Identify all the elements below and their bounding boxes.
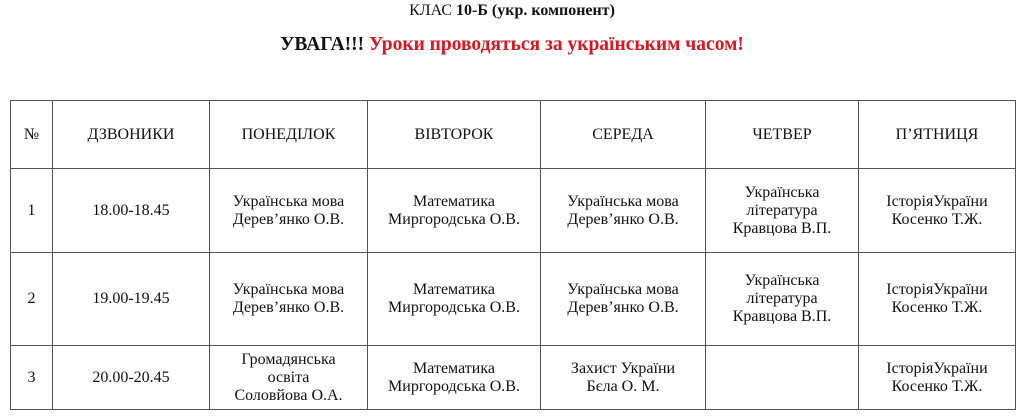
warning-label: УВАГА!!! — [280, 34, 370, 55]
column-header-number: № — [11, 101, 53, 169]
cell-tuesday — [368, 169, 541, 253]
subject-cont: література — [746, 201, 818, 219]
cell-wednesday — [541, 169, 706, 253]
subject-cont: література — [746, 290, 818, 307]
subject: ІсторіяУкраїни — [886, 359, 988, 377]
warning-message: Уроки проводяться за українським часом! — [369, 34, 744, 55]
lesson-number: 2 — [11, 253, 53, 346]
column-header-thursday: ЧЕТВЕР — [706, 101, 859, 169]
cell-friday — [859, 253, 1016, 346]
column-header-friday: П’ЯТНИЦЯ — [859, 101, 1016, 169]
cell-tuesday — [368, 253, 541, 346]
teacher: Дерев’янко О.В. — [232, 210, 345, 228]
subject: Математика — [413, 192, 495, 210]
teacher: Косенко Т.Ж. — [891, 299, 983, 316]
table-row — [11, 253, 1016, 346]
subject: Українська — [744, 272, 820, 289]
subject: Українська мова — [567, 281, 679, 298]
cell-monday — [210, 253, 368, 346]
column-header-wednesday: СЕРЕДА — [541, 101, 706, 169]
cell-thursday-empty — [706, 346, 859, 410]
cell-wednesday — [541, 253, 706, 346]
teacher: Косенко Т.Ж. — [891, 377, 983, 395]
teacher: Миргородська О.В. — [388, 377, 520, 395]
class-title-prefix: КЛАС — [409, 2, 457, 19]
subject: Українська мова — [232, 281, 345, 298]
subject: ІсторіяУкраїни — [886, 192, 988, 210]
column-header-bells: ДЗВОНИКИ — [53, 101, 210, 169]
lesson-time: 20.00-20.45 — [53, 346, 210, 410]
column-header-tuesday: ВІВТОРОК — [368, 101, 541, 169]
table-row — [11, 346, 1016, 410]
teacher: Бєла О. М. — [586, 377, 660, 395]
subject: Математика — [413, 281, 495, 298]
lesson-number: 1 — [11, 169, 53, 253]
subject: ІсторіяУкраїни — [886, 281, 988, 298]
teacher: Соловйова О.А. — [234, 386, 343, 404]
subject: Громадянська — [241, 350, 336, 368]
column-header-monday: ПОНЕДІЛОК — [210, 101, 368, 169]
teacher: Кравцова В.П. — [732, 308, 832, 325]
teacher: Миргородська О.В. — [388, 299, 520, 316]
subject-cont: освіта — [267, 368, 310, 386]
subject: Захист України — [570, 359, 676, 377]
teacher: Косенко Т.Ж. — [891, 210, 983, 228]
teacher: Кравцова В.П. — [732, 219, 832, 237]
class-title-name: 10-Б (укр. компонент) — [456, 2, 615, 19]
lesson-time: 19.00-19.45 — [53, 253, 210, 346]
cell-thursday — [706, 253, 859, 346]
cell-friday — [859, 346, 1016, 410]
cell-friday — [859, 169, 1016, 253]
table-header-row — [11, 101, 1016, 169]
lesson-time: 18.00-18.45 — [53, 169, 210, 253]
table-row — [11, 169, 1016, 253]
subject: Українська мова — [567, 192, 679, 210]
subject: Математика — [413, 359, 495, 377]
teacher: Миргородська О.В. — [388, 210, 520, 228]
cell-thursday — [706, 169, 859, 253]
warning-banner — [0, 33, 1024, 57]
class-title — [0, 1, 1024, 21]
subject: Українська мова — [232, 192, 345, 210]
cell-monday — [210, 169, 368, 253]
teacher: Дерев’янко О.В. — [567, 210, 679, 228]
teacher: Дерев’янко О.В. — [567, 299, 679, 316]
cell-tuesday — [368, 346, 541, 410]
cell-monday — [210, 346, 368, 410]
lesson-number: 3 — [11, 346, 53, 410]
teacher: Дерев’янко О.В. — [232, 299, 345, 316]
subject: Українська — [744, 183, 820, 201]
cell-wednesday — [541, 346, 706, 410]
schedule-table — [10, 100, 1016, 410]
